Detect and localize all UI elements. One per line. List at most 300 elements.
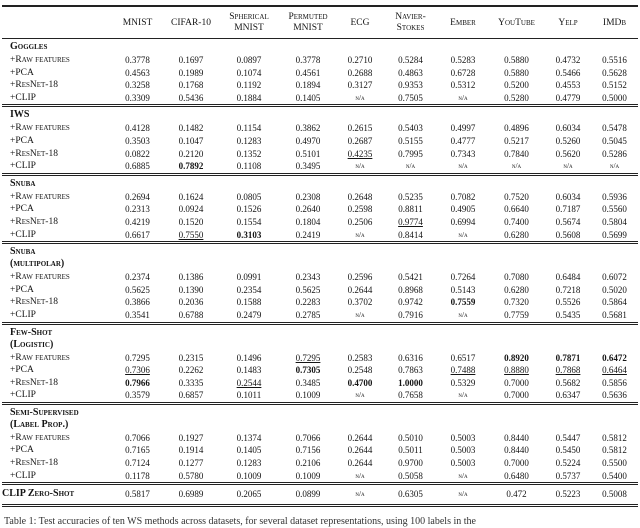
value-cell: 0.5224 — [555, 458, 581, 469]
value-cell: 0.5817 — [112, 484, 163, 506]
table-row — [2, 284, 638, 297]
value-cell: 0.2644 — [347, 432, 373, 443]
value-cell: 0.6517 — [450, 352, 476, 363]
value-cell: 0.2644 — [347, 284, 373, 295]
table-row — [2, 470, 638, 484]
value-cell: 0.5435 — [555, 309, 581, 320]
value-cell: 0.1927 — [178, 432, 204, 443]
table-row — [2, 135, 638, 148]
value-cell: 0.2596 — [347, 272, 373, 283]
value-cell: 0.5516 — [602, 55, 627, 65]
column-header-yelp: Yelp — [545, 6, 591, 39]
value-cell: n/a — [355, 229, 365, 239]
row-label: +Raw features — [10, 352, 70, 363]
value-cell: 0.2262 — [178, 365, 204, 376]
value-cell: 0.5608 — [555, 229, 581, 240]
value-cell: 0.5280 — [504, 92, 529, 103]
value-cell: 0.6464 — [602, 365, 627, 376]
value-cell: 0.7000 — [504, 377, 529, 388]
value-cell: 0.1283 — [236, 135, 262, 146]
value-cell: 0.2419 — [295, 229, 321, 240]
value-cell: 0.5003 — [450, 445, 476, 456]
value-cell: 0.3127 — [347, 80, 373, 91]
value-cell: 0.4128 — [125, 123, 150, 134]
value-cell: 0.1768 — [178, 80, 204, 91]
value-cell: 0.7082 — [450, 191, 476, 202]
value-cell: n/a — [458, 390, 468, 400]
value-cell: 0.9353 — [398, 80, 423, 91]
table-row — [2, 457, 638, 470]
value-cell: 0.2308 — [295, 191, 321, 202]
value-cell: 0.7658 — [398, 390, 423, 401]
value-cell: 0.6480 — [504, 470, 529, 481]
column-header-line2: Stokes — [396, 23, 425, 33]
value-cell: 0.1277 — [178, 458, 204, 469]
value-cell: 0.7488 — [450, 365, 476, 376]
value-cell: 0.5625 — [125, 284, 150, 295]
group-title: Few-Shot (Logistic) — [2, 323, 638, 352]
value-cell: 0.5011 — [398, 445, 423, 456]
column-header-ecg: ECG — [337, 6, 383, 39]
value-cell: 0.6316 — [398, 352, 423, 363]
group-header-row — [2, 174, 638, 191]
value-cell: 0.5682 — [555, 377, 581, 388]
value-cell: 0.2343 — [295, 272, 321, 283]
value-cell: 0.0924 — [178, 204, 204, 215]
value-cell: 0.1624 — [178, 191, 204, 202]
value-cell: 0.5500 — [602, 458, 627, 469]
value-cell: 0.6034 — [555, 191, 581, 202]
value-cell: 0.1009 — [295, 390, 321, 401]
group-title: Goggles — [10, 41, 48, 52]
value-cell: 0.2120 — [178, 148, 204, 159]
value-cell: 0.5864 — [602, 297, 627, 308]
row-label: +ResNet-18 — [10, 297, 58, 308]
value-cell: 0.472 — [488, 484, 545, 506]
value-cell: 0.7966 — [125, 377, 150, 388]
value-cell: 0.2036 — [178, 297, 204, 308]
value-cell: 0.3103 — [236, 229, 262, 240]
value-cell: 0.7066 — [125, 432, 150, 443]
value-cell: 0.7759 — [504, 309, 529, 320]
value-cell: 0.5636 — [602, 390, 627, 401]
value-cell: 0.3862 — [295, 123, 321, 134]
row-label: +PCA — [10, 445, 34, 456]
value-cell: n/a — [511, 161, 522, 171]
value-cell: 0.2615 — [347, 123, 373, 134]
table-row — [2, 54, 638, 67]
group-header-row — [2, 403, 638, 432]
group-title-line2: (Logistic) — [10, 338, 54, 350]
table-caption: Table 1: Test accuracies of ten WS methods across datasets, for several dataset representations, using 100 labels in the — [4, 515, 476, 527]
value-cell: 0.2544 — [236, 377, 262, 388]
value-cell: 0.4779 — [555, 92, 581, 103]
value-cell: 0.5400 — [602, 470, 627, 481]
value-cell: 0.8440 — [504, 445, 529, 456]
column-header-line2: MNIST — [234, 23, 264, 33]
value-cell: 0.5283 — [450, 55, 476, 65]
value-cell: 0.2583 — [347, 352, 373, 363]
table-row — [2, 352, 638, 365]
value-cell: 0.7995 — [398, 148, 423, 159]
table-row — [2, 216, 638, 229]
column-header-navier-: Navier- Stokes — [383, 6, 438, 39]
value-cell: 0.1894 — [295, 80, 321, 91]
value-cell: 0.4732 — [555, 55, 581, 65]
value-cell: 0.7550 — [178, 229, 204, 240]
value-cell: 0.4553 — [555, 80, 581, 91]
value-cell: 0.6788 — [178, 309, 204, 320]
value-cell: 0.7400 — [504, 216, 529, 227]
value-cell: 0.1520 — [178, 216, 204, 227]
value-cell: 0.5223 — [545, 484, 591, 506]
value-cell: 0.6472 — [602, 352, 627, 363]
value-cell: 0.5403 — [398, 123, 423, 134]
value-cell: 0.2479 — [236, 309, 262, 320]
value-cell: 0.1405 — [295, 92, 321, 103]
group-title-line2: (Label Prop.) — [10, 418, 69, 430]
value-cell: 0.2598 — [347, 204, 373, 215]
value-cell: 0.7124 — [125, 458, 150, 469]
value-cell: 0.5421 — [398, 272, 423, 283]
group-title: Snuba — [2, 174, 638, 191]
table-row — [2, 432, 638, 445]
value-cell: 0.5003 — [450, 432, 476, 443]
value-cell: 0.0991 — [236, 272, 262, 283]
value-cell: 0.4863 — [398, 67, 423, 78]
row-label: +Raw features — [10, 123, 70, 134]
value-cell: 0.5466 — [555, 67, 581, 78]
value-cell: 0.1047 — [178, 135, 204, 146]
column-header-mnist: MNIST — [112, 6, 163, 39]
table-row — [2, 364, 638, 377]
value-cell: 0.5200 — [504, 80, 529, 91]
value-cell: n/a — [355, 390, 365, 400]
value-cell: 0.5008 — [591, 484, 638, 506]
value-cell: 0.5936 — [602, 191, 627, 202]
value-cell: 0.6280 — [504, 284, 529, 295]
value-cell: 0.5812 — [602, 445, 627, 456]
value-cell: 0.5880 — [504, 55, 529, 65]
value-cell: 0.1386 — [178, 272, 204, 283]
group-header-row — [2, 106, 638, 123]
value-cell: 0.5058 — [398, 470, 423, 481]
value-cell: n/a — [458, 470, 468, 480]
row-label: +ResNet-18 — [10, 377, 58, 388]
value-cell: 0.1374 — [236, 432, 262, 443]
value-cell: 0.2640 — [295, 204, 321, 215]
value-cell: 0.1009 — [236, 470, 262, 481]
column-header-line2: MNIST — [293, 23, 323, 33]
value-cell: 0.5880 — [504, 67, 529, 78]
value-cell: 0.1283 — [236, 458, 262, 469]
table-row — [2, 377, 638, 390]
value-cell: 0.2065 — [219, 484, 279, 506]
value-cell: 0.0805 — [236, 191, 262, 202]
value-cell: 0.4970 — [295, 135, 321, 146]
value-cell: 0.2644 — [347, 458, 373, 469]
value-cell: 0.6728 — [450, 67, 476, 78]
value-cell: 0.7000 — [504, 458, 529, 469]
value-cell: 0.8414 — [398, 229, 423, 240]
value-cell: 0.3866 — [125, 297, 150, 308]
row-label: CLIP Zero-Shot — [2, 484, 112, 506]
value-cell: 0.8968 — [398, 284, 423, 295]
value-cell: 0.7871 — [555, 352, 581, 363]
value-cell: 0.8920 — [504, 352, 529, 363]
table-body — [2, 39, 638, 506]
value-cell: 0.6280 — [504, 229, 529, 240]
value-cell: 0.2315 — [178, 352, 204, 363]
row-label: +Raw features — [10, 272, 70, 283]
value-cell: 0.1390 — [178, 284, 204, 295]
value-cell: n/a — [355, 92, 365, 102]
value-cell: 0.5010 — [398, 432, 423, 443]
value-cell: 0.5478 — [602, 123, 627, 134]
value-cell: 0.1496 — [236, 352, 262, 363]
value-cell: 0.1914 — [178, 445, 204, 456]
value-cell: 0.2313 — [125, 204, 150, 215]
value-cell: 0.0899 — [279, 484, 337, 506]
value-cell: 0.7559 — [450, 297, 476, 308]
value-cell: 0.7295 — [295, 352, 321, 363]
value-cell: 0.9742 — [398, 297, 423, 308]
value-cell: 0.5812 — [602, 432, 627, 443]
value-cell: 0.3778 — [125, 55, 150, 65]
value-cell: 0.3702 — [347, 297, 373, 308]
value-cell: n/a — [458, 161, 468, 171]
value-cell: 0.7156 — [295, 445, 321, 456]
row-label: +CLIP — [10, 390, 36, 401]
value-cell: 0.1483 — [236, 365, 262, 376]
table-row — [2, 67, 638, 80]
column-header-cifar-10: CIFAR-10 — [163, 6, 219, 39]
value-cell: 0.2548 — [347, 365, 373, 376]
group-header-row — [2, 243, 638, 272]
value-cell: 0.5681 — [602, 309, 627, 320]
value-cell: 0.2283 — [295, 297, 321, 308]
group-title-line2: (multipolar) — [10, 258, 65, 270]
value-cell: 0.3335 — [178, 377, 204, 388]
value-cell: 0.5620 — [555, 148, 581, 159]
value-cell: 0.0897 — [236, 55, 262, 65]
value-cell: 0.7295 — [125, 352, 150, 363]
value-cell: 0.7066 — [295, 432, 321, 443]
value-cell: 0.6994 — [450, 216, 476, 227]
row-label: +CLIP — [10, 92, 36, 103]
value-cell: 0.7863 — [398, 365, 423, 376]
value-cell: 0.0822 — [125, 148, 150, 159]
value-cell: 0.5447 — [555, 432, 581, 443]
value-cell: 0.6072 — [602, 272, 627, 283]
value-cell: n/a — [405, 161, 416, 171]
value-cell: 0.7868 — [555, 365, 581, 376]
value-cell: 0.2106 — [295, 458, 321, 469]
value-cell: n/a — [355, 161, 365, 171]
value-cell: 0.1178 — [125, 470, 150, 481]
value-cell: n/a — [563, 161, 573, 171]
row-label: +ResNet-18 — [10, 216, 58, 227]
row-label: +CLIP — [10, 229, 36, 240]
value-cell: n/a — [458, 229, 468, 239]
value-cell: 0.1989 — [178, 67, 204, 78]
value-cell: 0.5737 — [555, 470, 581, 481]
value-cell: 0.7840 — [504, 148, 529, 159]
value-cell: n/a — [458, 92, 468, 102]
table-row — [2, 309, 638, 323]
table-row — [2, 160, 638, 174]
results-table — [2, 5, 638, 507]
row-label: +CLIP — [10, 470, 36, 481]
value-cell: 0.7187 — [555, 204, 581, 215]
value-cell: 0.7264 — [450, 272, 476, 283]
value-cell: 0.4905 — [450, 204, 476, 215]
table-row — [2, 203, 638, 216]
value-cell: 0.4896 — [504, 123, 529, 134]
value-cell: 0.5699 — [602, 229, 627, 240]
table-row — [2, 122, 638, 135]
row-label: +Raw features — [10, 191, 70, 202]
value-cell: 0.7080 — [504, 272, 529, 283]
value-cell: 0.6617 — [125, 229, 150, 240]
row-label: +PCA — [10, 135, 34, 146]
value-cell: n/a — [458, 309, 468, 319]
row-label: +PCA — [10, 284, 34, 295]
value-cell: 0.6484 — [555, 272, 581, 283]
table-row — [2, 296, 638, 309]
value-cell: 0.1011 — [236, 390, 262, 401]
value-cell: 0.5101 — [295, 148, 321, 159]
value-cell: 0.2694 — [125, 191, 150, 202]
value-cell: 0.4777 — [450, 135, 476, 146]
table-row — [2, 92, 638, 106]
value-cell: 0.4997 — [450, 123, 476, 134]
value-cell: 0.7165 — [125, 445, 150, 456]
value-cell: 0.6305 — [383, 484, 438, 506]
value-cell: 0.5450 — [555, 445, 581, 456]
group-title: Semi-Supervised (Label Prop.) — [2, 403, 638, 432]
value-cell: 0.1074 — [236, 67, 262, 78]
value-cell: 0.3495 — [295, 161, 321, 172]
row-label: +PCA — [10, 365, 34, 376]
value-cell: 0.6857 — [178, 390, 204, 401]
row-label: +Raw features — [10, 432, 70, 443]
value-cell: 0.5674 — [555, 216, 581, 227]
table-row — [2, 389, 638, 403]
header-row — [2, 6, 638, 39]
value-cell: 0.9774 — [398, 216, 423, 227]
value-cell: 0.5155 — [398, 135, 423, 146]
table-row — [2, 229, 638, 243]
value-cell: 0.1192 — [236, 80, 262, 91]
column-header-permuted: Permuted MNIST — [279, 6, 337, 39]
value-cell: 0.6885 — [125, 161, 150, 172]
header-corner — [2, 6, 112, 39]
value-cell: 0.3309 — [125, 92, 150, 103]
value-cell: 0.4561 — [295, 67, 321, 78]
value-cell: 0.5003 — [450, 458, 476, 469]
value-cell: 0.1588 — [236, 297, 262, 308]
value-cell: 0.7218 — [555, 284, 581, 295]
value-cell: 0.1009 — [295, 470, 321, 481]
value-cell: 0.5780 — [178, 470, 204, 481]
value-cell: 0.4563 — [125, 67, 150, 78]
row-label: +Raw features — [10, 55, 70, 65]
value-cell: 0.5436 — [178, 92, 204, 103]
value-cell: 0.8440 — [504, 432, 529, 443]
column-header-ember: Ember — [438, 6, 488, 39]
value-cell: 0.3579 — [125, 390, 150, 401]
value-cell: 0.4235 — [347, 148, 373, 159]
value-cell: 0.5560 — [602, 204, 627, 215]
value-cell: 0.5284 — [398, 55, 423, 65]
group-header-row — [2, 39, 638, 55]
value-cell: 0.7000 — [504, 390, 529, 401]
value-cell: 0.2506 — [347, 216, 373, 227]
value-cell: 0.7505 — [398, 92, 423, 103]
value-cell: 0.6989 — [163, 484, 219, 506]
table-header — [2, 6, 638, 39]
value-cell: 0.3503 — [125, 135, 150, 146]
value-cell: 0.5625 — [295, 284, 321, 295]
value-cell: 0.2644 — [347, 445, 373, 456]
value-cell: n/a — [355, 470, 365, 480]
value-cell: 0.8811 — [398, 204, 423, 215]
group-title: IWS — [2, 106, 638, 123]
value-cell: 1.0000 — [398, 377, 423, 388]
clip-zero-shot-row — [2, 484, 638, 506]
value-cell: n/a — [438, 484, 488, 506]
value-cell: 0.2710 — [347, 55, 373, 65]
value-cell: 0.5628 — [602, 67, 627, 78]
group-title: Snuba (multipolar) — [2, 243, 638, 272]
value-cell: 0.1154 — [236, 123, 262, 134]
value-cell: 0.5152 — [602, 80, 627, 91]
value-cell: 0.5526 — [555, 297, 581, 308]
value-cell: 0.5286 — [602, 148, 627, 159]
value-cell: 0.5312 — [450, 80, 476, 91]
value-cell: 0.2374 — [125, 272, 150, 283]
value-cell: 0.8880 — [504, 365, 529, 376]
value-cell: 0.7892 — [178, 161, 204, 172]
value-cell: 0.1405 — [236, 445, 262, 456]
value-cell: 0.1804 — [295, 216, 321, 227]
value-cell: 0.7320 — [504, 297, 529, 308]
table-row — [2, 148, 638, 161]
value-cell: 0.2354 — [236, 284, 262, 295]
value-cell: 0.5260 — [555, 135, 581, 146]
value-cell: n/a — [355, 309, 365, 319]
row-label: +CLIP — [10, 161, 36, 172]
value-cell: 0.6034 — [555, 123, 581, 134]
value-cell: 0.5000 — [602, 92, 627, 103]
group-header-row — [2, 323, 638, 352]
value-cell: 0.3778 — [295, 55, 321, 65]
column-header-youtube: YouTube — [488, 6, 545, 39]
value-cell: 0.2785 — [295, 309, 321, 320]
row-label: +ResNet-18 — [10, 80, 58, 91]
column-header-imdb: IMDb — [591, 6, 638, 39]
value-cell: 0.6640 — [504, 204, 529, 215]
value-cell: 0.1554 — [236, 216, 262, 227]
value-cell: 0.1108 — [236, 161, 262, 172]
value-cell: 0.7306 — [125, 365, 150, 376]
table-row — [2, 191, 638, 204]
value-cell: 0.3541 — [125, 309, 150, 320]
row-label: +CLIP — [10, 309, 36, 320]
value-cell: 0.2688 — [347, 67, 373, 78]
value-cell: 0.3258 — [125, 80, 150, 91]
